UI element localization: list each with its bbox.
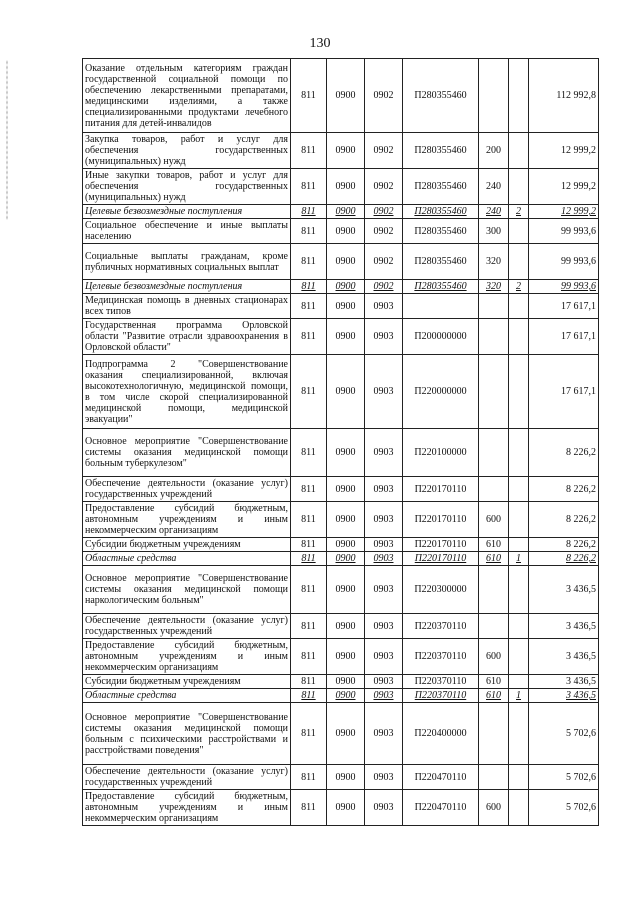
ministry-code-cell: 811 [291, 355, 327, 429]
row-name-cell: Областные средства [83, 552, 291, 566]
table-row [83, 59, 599, 133]
row-name-cell: Социальное обеспечение и иные выплаты населению [83, 219, 291, 244]
table-row [83, 244, 599, 280]
row-name-cell: Обеспечение деятельности (оказание услуг) государственных учреждений [83, 765, 291, 790]
table-row [83, 502, 599, 538]
budget-table [82, 58, 599, 826]
expense-type-code-cell: 610 [479, 552, 509, 566]
funding-source-code-cell [509, 538, 529, 552]
funding-source-code-cell: 2 [509, 205, 529, 219]
expense-type-code-cell [479, 703, 509, 765]
target-item-code-cell: П280355460 [403, 219, 479, 244]
target-item-code-cell: П220300000 [403, 566, 479, 614]
target-item-code-cell: П220170110 [403, 538, 479, 552]
amount-cell: 3 436,5 [529, 614, 599, 639]
ministry-code-cell: 811 [291, 219, 327, 244]
section-code-cell: 0900 [327, 319, 365, 355]
target-item-code-cell: П220170110 [403, 552, 479, 566]
expense-type-code-cell: 240 [479, 169, 509, 205]
ministry-code-cell: 811 [291, 205, 327, 219]
section-code-cell: 0900 [327, 477, 365, 502]
target-item-code-cell [403, 294, 479, 319]
expense-type-code-cell: 320 [479, 280, 509, 294]
funding-source-code-cell [509, 614, 529, 639]
section-code-cell: 0900 [327, 429, 365, 477]
amount-cell: 12 999,2 [529, 133, 599, 169]
subsection-code-cell: 0903 [365, 689, 403, 703]
amount-cell: 8 226,2 [529, 502, 599, 538]
ministry-code-cell: 811 [291, 703, 327, 765]
subsection-code-cell: 0903 [365, 790, 403, 826]
table-row [83, 552, 599, 566]
row-name-cell: Предоставление субсидий бюджетным, автономным учреждениям и иным некоммерческим организациям [83, 790, 291, 826]
target-item-code-cell: П220370110 [403, 639, 479, 675]
ministry-code-cell: 811 [291, 319, 327, 355]
amount-cell: 99 993,6 [529, 244, 599, 280]
expense-type-code-cell: 200 [479, 133, 509, 169]
section-code-cell: 0900 [327, 502, 365, 538]
target-item-code-cell: П220170110 [403, 502, 479, 538]
expense-type-code-cell [479, 566, 509, 614]
expense-type-code-cell [479, 355, 509, 429]
amount-cell: 8 226,2 [529, 429, 599, 477]
funding-source-code-cell [509, 355, 529, 429]
target-item-code-cell: П280355460 [403, 59, 479, 133]
subsection-code-cell: 0903 [365, 355, 403, 429]
target-item-code-cell: П220000000 [403, 355, 479, 429]
table-row [83, 703, 599, 765]
target-item-code-cell: П220370110 [403, 675, 479, 689]
target-item-code-cell: П220370110 [403, 689, 479, 703]
row-name-cell: Областные средства [83, 689, 291, 703]
subsection-code-cell: 0902 [365, 244, 403, 280]
target-item-code-cell: П280355460 [403, 244, 479, 280]
section-code-cell: 0900 [327, 765, 365, 790]
scan-margin-marks [6, 60, 8, 220]
funding-source-code-cell: 1 [509, 689, 529, 703]
table-row [83, 219, 599, 244]
ministry-code-cell: 811 [291, 133, 327, 169]
expense-type-code-cell: 600 [479, 502, 509, 538]
section-code-cell: 0900 [327, 639, 365, 675]
row-name-cell: Медицинская помощь в дневных стационарах всех типов [83, 294, 291, 319]
row-name-cell: Субсидии бюджетным учреждениям [83, 538, 291, 552]
ministry-code-cell: 811 [291, 765, 327, 790]
target-item-code-cell: П220470110 [403, 765, 479, 790]
amount-cell: 3 436,5 [529, 639, 599, 675]
funding-source-code-cell [509, 244, 529, 280]
section-code-cell: 0900 [327, 538, 365, 552]
section-code-cell: 0900 [327, 703, 365, 765]
target-item-code-cell: П280355460 [403, 205, 479, 219]
row-name-cell: Основное мероприятие "Совершенствование системы оказания медицинской помощи наркологическим больным" [83, 566, 291, 614]
subsection-code-cell: 0903 [365, 477, 403, 502]
section-code-cell: 0900 [327, 133, 365, 169]
subsection-code-cell: 0902 [365, 133, 403, 169]
expense-type-code-cell: 320 [479, 244, 509, 280]
row-name-cell: Подпрограмма 2 "Совершенствование оказания специализированной, включая высокотехнологичную, медицинской помощи, в том числе скорой специализированной медицинской помощи, медицинской эвакуации" [83, 355, 291, 429]
expense-type-code-cell: 300 [479, 219, 509, 244]
table-row [83, 765, 599, 790]
subsection-code-cell: 0903 [365, 614, 403, 639]
funding-source-code-cell [509, 566, 529, 614]
amount-cell: 5 702,6 [529, 703, 599, 765]
funding-source-code-cell [509, 477, 529, 502]
row-name-cell: Обеспечение деятельности (оказание услуг) государственных учреждений [83, 477, 291, 502]
subsection-code-cell: 0903 [365, 319, 403, 355]
funding-source-code-cell [509, 502, 529, 538]
section-code-cell: 0900 [327, 219, 365, 244]
row-name-cell: Предоставление субсидий бюджетным, автономным учреждениям и иным некоммерческим организациям [83, 639, 291, 675]
row-name-cell: Основное мероприятие "Совершенствование системы оказания медицинской помощи больным с психическими расстройствами и расстройствами поведения" [83, 703, 291, 765]
table-row [83, 639, 599, 675]
funding-source-code-cell [509, 133, 529, 169]
row-name-cell: Оказание отдельным категориям граждан государственной социальной помощи по обеспечению лекарственными препаратами, медицинскими изделиями, а также специализированными продуктами лечебного питания для детей-инвалидов [83, 59, 291, 133]
amount-cell: 5 702,6 [529, 790, 599, 826]
row-name-cell: Обеспечение деятельности (оказание услуг) государственных учреждений [83, 614, 291, 639]
target-item-code-cell: П220100000 [403, 429, 479, 477]
funding-source-code-cell [509, 294, 529, 319]
section-code-cell: 0900 [327, 790, 365, 826]
budget-table-body [83, 59, 599, 826]
funding-source-code-cell [509, 675, 529, 689]
section-code-cell: 0900 [327, 205, 365, 219]
ministry-code-cell: 811 [291, 59, 327, 133]
row-name-cell: Предоставление субсидий бюджетным, автономным учреждениям и иным некоммерческим организациям [83, 502, 291, 538]
funding-source-code-cell [509, 790, 529, 826]
table-row [83, 280, 599, 294]
row-name-cell: Целевые безвозмездные поступления [83, 205, 291, 219]
subsection-code-cell: 0902 [365, 219, 403, 244]
table-row [83, 538, 599, 552]
expense-type-code-cell [479, 477, 509, 502]
section-code-cell: 0900 [327, 169, 365, 205]
table-row [83, 294, 599, 319]
ministry-code-cell: 811 [291, 502, 327, 538]
table-row [83, 133, 599, 169]
table-row [83, 205, 599, 219]
subsection-code-cell: 0903 [365, 294, 403, 319]
subsection-code-cell: 0903 [365, 552, 403, 566]
amount-cell: 8 226,2 [529, 538, 599, 552]
target-item-code-cell: П220370110 [403, 614, 479, 639]
expense-type-code-cell [479, 765, 509, 790]
row-name-cell: Социальные выплаты гражданам, кроме публичных нормативных социальных выплат [83, 244, 291, 280]
expense-type-code-cell: 610 [479, 689, 509, 703]
amount-cell: 99 993,6 [529, 219, 599, 244]
subsection-code-cell: 0902 [365, 205, 403, 219]
target-item-code-cell: П280355460 [403, 169, 479, 205]
amount-cell: 17 617,1 [529, 294, 599, 319]
section-code-cell: 0900 [327, 59, 365, 133]
amount-cell: 112 992,8 [529, 59, 599, 133]
page-number: 130 [309, 36, 331, 51]
amount-cell: 17 617,1 [529, 355, 599, 429]
table-row [83, 675, 599, 689]
subsection-code-cell: 0902 [365, 280, 403, 294]
expense-type-code-cell [479, 319, 509, 355]
amount-cell: 3 436,5 [529, 566, 599, 614]
table-row [83, 566, 599, 614]
ministry-code-cell: 811 [291, 280, 327, 294]
amount-cell: 3 436,5 [529, 675, 599, 689]
funding-source-code-cell: 1 [509, 552, 529, 566]
section-code-cell: 0900 [327, 675, 365, 689]
expense-type-code-cell: 610 [479, 675, 509, 689]
funding-source-code-cell [509, 429, 529, 477]
funding-source-code-cell [509, 169, 529, 205]
subsection-code-cell: 0902 [365, 59, 403, 133]
section-code-cell: 0900 [327, 280, 365, 294]
table-row [83, 790, 599, 826]
subsection-code-cell: 0903 [365, 566, 403, 614]
expense-type-code-cell [479, 429, 509, 477]
table-row [83, 689, 599, 703]
amount-cell: 99 993,6 [529, 280, 599, 294]
amount-cell: 8 226,2 [529, 477, 599, 502]
table-row [83, 429, 599, 477]
funding-source-code-cell [509, 639, 529, 675]
ministry-code-cell: 811 [291, 244, 327, 280]
expense-type-code-cell: 610 [479, 538, 509, 552]
funding-source-code-cell [509, 219, 529, 244]
ministry-code-cell: 811 [291, 689, 327, 703]
table-row [83, 355, 599, 429]
section-code-cell: 0900 [327, 552, 365, 566]
expense-type-code-cell [479, 294, 509, 319]
amount-cell: 5 702,6 [529, 765, 599, 790]
expense-type-code-cell [479, 59, 509, 133]
subsection-code-cell: 0903 [365, 675, 403, 689]
expense-type-code-cell: 240 [479, 205, 509, 219]
target-item-code-cell: П280355460 [403, 280, 479, 294]
amount-cell: 3 436,5 [529, 689, 599, 703]
funding-source-code-cell [509, 765, 529, 790]
target-item-code-cell: П220470110 [403, 790, 479, 826]
section-code-cell: 0900 [327, 566, 365, 614]
ministry-code-cell: 811 [291, 566, 327, 614]
section-code-cell: 0900 [327, 689, 365, 703]
section-code-cell: 0900 [327, 244, 365, 280]
funding-source-code-cell [509, 59, 529, 133]
ministry-code-cell: 811 [291, 552, 327, 566]
table-row [83, 614, 599, 639]
subsection-code-cell: 0903 [365, 538, 403, 552]
target-item-code-cell: П280355460 [403, 133, 479, 169]
amount-cell: 12 999,2 [529, 169, 599, 205]
table-row [83, 169, 599, 205]
subsection-code-cell: 0903 [365, 429, 403, 477]
funding-source-code-cell [509, 703, 529, 765]
subsection-code-cell: 0903 [365, 502, 403, 538]
row-name-cell: Иные закупки товаров, работ и услуг для обеспечения государственных (муниципальных) нужд [83, 169, 291, 205]
expense-type-code-cell: 600 [479, 639, 509, 675]
expense-type-code-cell: 600 [479, 790, 509, 826]
amount-cell: 12 999,2 [529, 205, 599, 219]
funding-source-code-cell: 2 [509, 280, 529, 294]
ministry-code-cell: 811 [291, 538, 327, 552]
ministry-code-cell: 811 [291, 614, 327, 639]
table-row [83, 477, 599, 502]
target-item-code-cell: П220170110 [403, 477, 479, 502]
ministry-code-cell: 811 [291, 639, 327, 675]
subsection-code-cell: 0903 [365, 765, 403, 790]
table-row [83, 319, 599, 355]
subsection-code-cell: 0903 [365, 703, 403, 765]
amount-cell: 17 617,1 [529, 319, 599, 355]
section-code-cell: 0900 [327, 294, 365, 319]
section-code-cell: 0900 [327, 614, 365, 639]
subsection-code-cell: 0903 [365, 639, 403, 675]
target-item-code-cell: П200000000 [403, 319, 479, 355]
funding-source-code-cell [509, 319, 529, 355]
row-name-cell: Целевые безвозмездные поступления [83, 280, 291, 294]
ministry-code-cell: 811 [291, 169, 327, 205]
ministry-code-cell: 811 [291, 790, 327, 826]
row-name-cell: Государственная программа Орловской области "Развитие отрасли здравоохранения в Орловской области" [83, 319, 291, 355]
row-name-cell: Закупка товаров, работ и услуг для обеспечения государственных (муниципальных) нужд [83, 133, 291, 169]
section-code-cell: 0900 [327, 355, 365, 429]
ministry-code-cell: 811 [291, 429, 327, 477]
ministry-code-cell: 811 [291, 675, 327, 689]
amount-cell: 8 226,2 [529, 552, 599, 566]
subsection-code-cell: 0902 [365, 169, 403, 205]
expense-type-code-cell [479, 614, 509, 639]
row-name-cell: Основное мероприятие "Совершенствование системы оказания медицинской помощи больным туберкулезом" [83, 429, 291, 477]
target-item-code-cell: П220400000 [403, 703, 479, 765]
ministry-code-cell: 811 [291, 477, 327, 502]
ministry-code-cell: 811 [291, 294, 327, 319]
row-name-cell: Субсидии бюджетным учреждениям [83, 675, 291, 689]
